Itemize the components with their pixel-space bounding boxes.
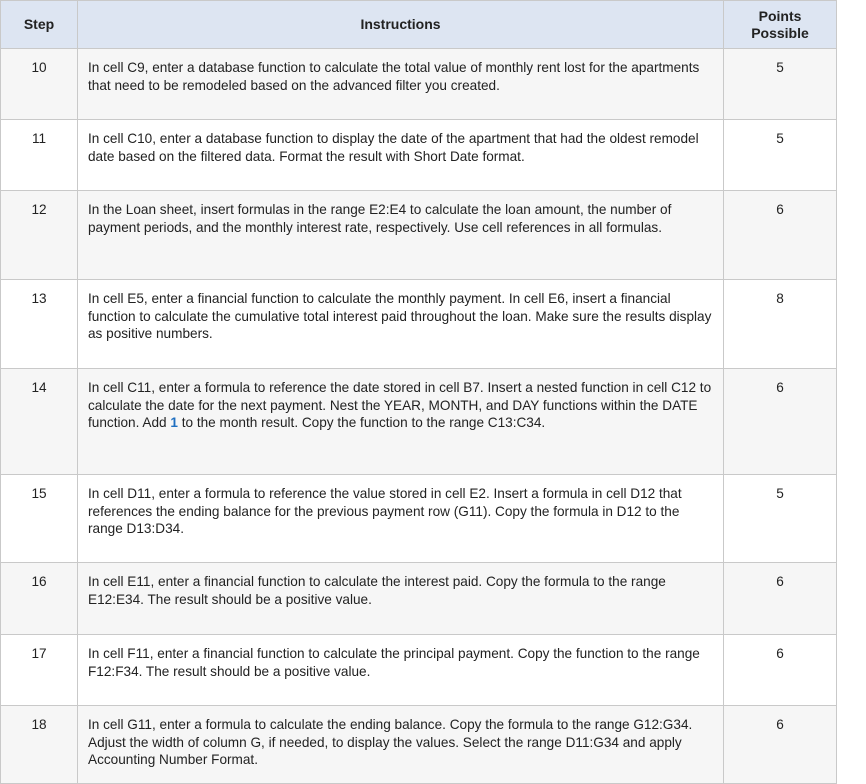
- points-cell: 6: [724, 635, 837, 706]
- table-row: [1, 280, 837, 369]
- table-row: [1, 563, 837, 635]
- step-cell: 17: [1, 635, 78, 706]
- points-cell: 5: [724, 120, 837, 191]
- instruction-cell: In cell F11, enter a financial function to calculate the principal payment. Copy the function to the range F12:F34. The result should be a positive value.: [78, 635, 724, 706]
- step-cell: 10: [1, 49, 78, 120]
- table-row: [1, 191, 837, 280]
- instruction-cell: In cell G11, enter a formula to calculate the ending balance. Copy the formula to the range G12:G34. Adjust the width of column G, if needed, to display the values. Select the range D11:G34 and apply Accounting Number Format.: [78, 706, 724, 784]
- header-row: [1, 1, 837, 49]
- instruction-text-part: to the month result. Copy the function to the range C13:C34.: [177, 415, 546, 431]
- step-cell: 12: [1, 191, 78, 280]
- table-row: [1, 475, 837, 563]
- points-cell: 6: [724, 706, 837, 784]
- instruction-cell: In cell C9, enter a database function to calculate the total value of monthly rent lost for the apartments that need to be remodeled based on the advanced filter you created.: [78, 49, 724, 120]
- points-column-header: [724, 1, 837, 49]
- table-row: [1, 706, 837, 784]
- instructions-column-header: Instructions: [78, 1, 724, 49]
- table-row: [1, 635, 837, 706]
- table-row: [1, 49, 837, 120]
- step-cell: 16: [1, 563, 78, 635]
- instruction-cell: In cell D11, enter a formula to reference the value stored in cell E2. Insert a formula in cell D12 that references the ending balance for the previous payment row (G11). Copy the formula in D12 to the range D13:D34.: [78, 475, 724, 563]
- points-header-line2: Possible: [751, 24, 809, 41]
- step-cell: 11: [1, 120, 78, 191]
- highlighted-value: 1: [170, 415, 178, 431]
- instruction-cell: In cell C10, enter a database function to display the date of the apartment that had the oldest remodel date based on the filtered data. Format the result with Short Date format.: [78, 120, 724, 191]
- table-row: [1, 120, 837, 191]
- points-cell: 8: [724, 280, 837, 369]
- points-cell: 6: [724, 191, 837, 280]
- instruction-cell: [78, 369, 724, 475]
- points-header-line1: Points: [758, 7, 802, 24]
- instruction-text-part: In cell C11, enter a formula to reference the date stored in cell B7. Insert a nested function in cell C12 to calculate the date for the next payment. Nest the YEAR, MONTH, and DAY functions within the DATE function. Add: [88, 380, 712, 431]
- points-cell: 5: [724, 475, 837, 563]
- instruction-cell: In the Loan sheet, insert formulas in the range E2:E4 to calculate the loan amount, the number of payment periods, and the monthly interest rate, respectively. Use cell references in all formulas.: [78, 191, 724, 280]
- instruction-cell: In cell E5, enter a financial function to calculate the monthly payment. In cell E6, insert a financial function to calculate the cumulative total interest paid throughout the loan. Make sure the results display as positive numbers.: [78, 280, 724, 369]
- points-cell: 5: [724, 49, 837, 120]
- step-cell: 18: [1, 706, 78, 784]
- points-cell: 6: [724, 563, 837, 635]
- instruction-cell: In cell E11, enter a financial function to calculate the interest paid. Copy the formula to the range E12:E34. The result should be a positive value.: [78, 563, 724, 635]
- step-cell: 15: [1, 475, 78, 563]
- points-cell: 6: [724, 369, 837, 475]
- step-column-header: Step: [1, 1, 78, 49]
- step-cell: 13: [1, 280, 78, 369]
- step-cell: 14: [1, 369, 78, 475]
- table-row: [1, 369, 837, 475]
